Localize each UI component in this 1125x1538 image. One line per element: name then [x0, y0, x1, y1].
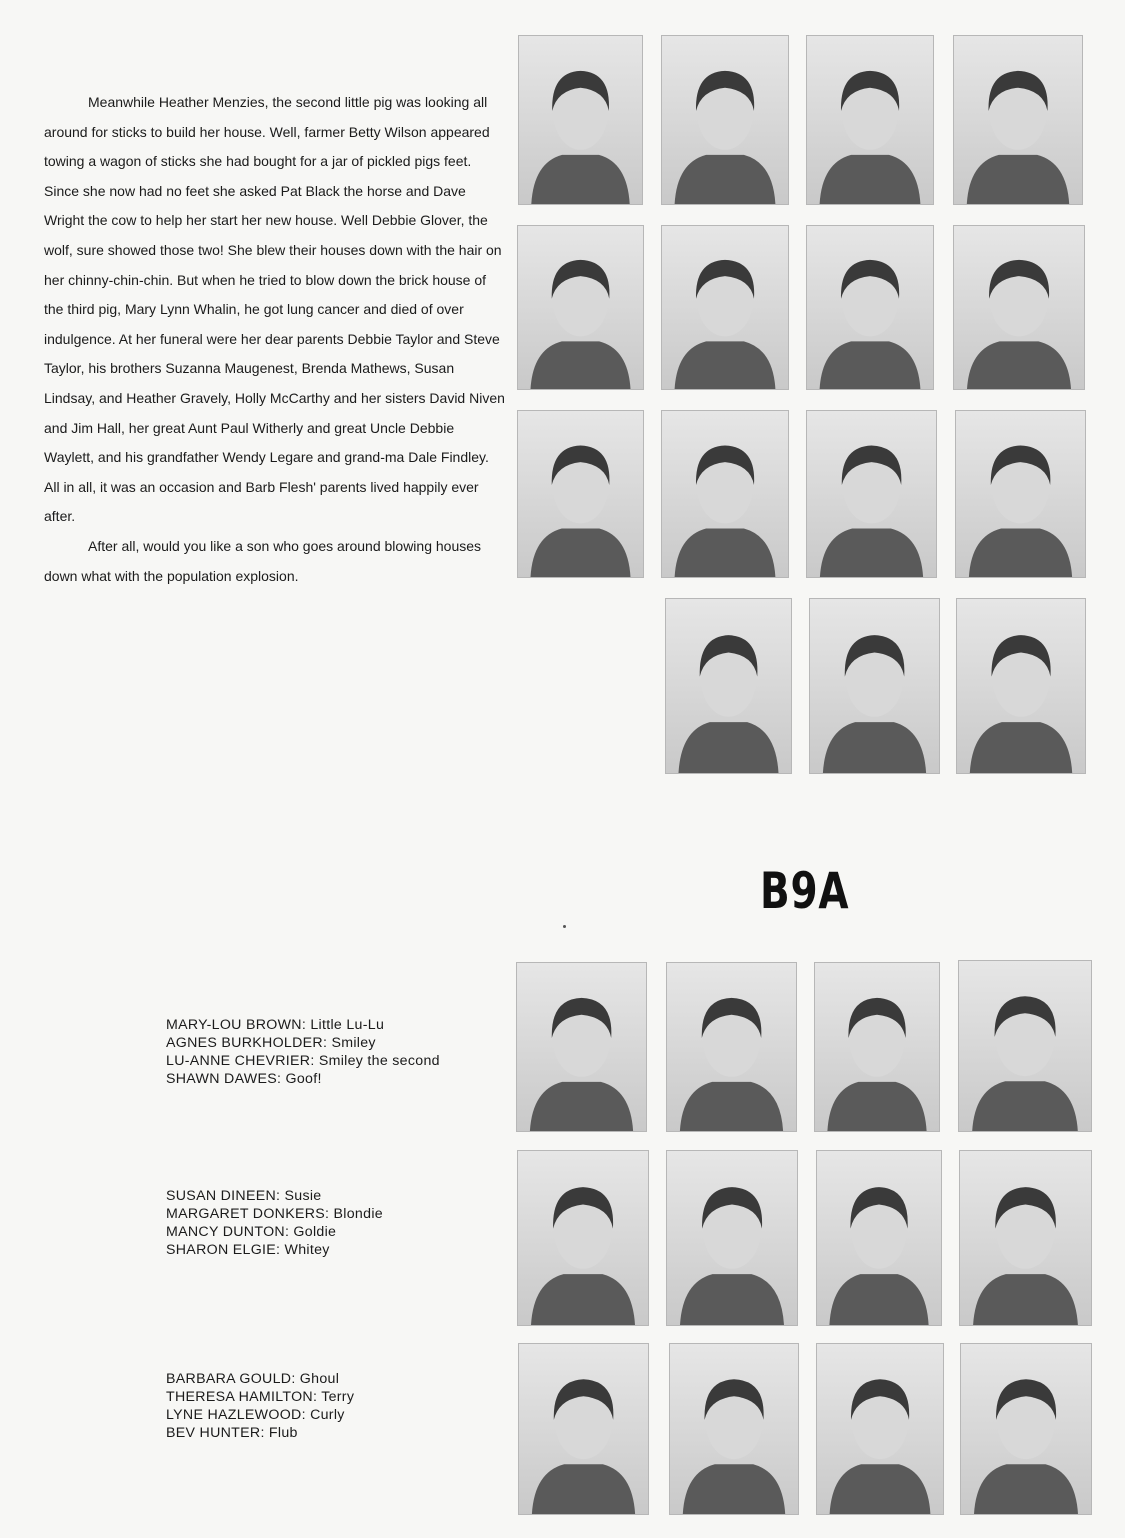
portrait-photo	[953, 225, 1085, 390]
portrait-photo	[518, 35, 643, 205]
caption-line: MANCY DUNTON: Goldie	[166, 1224, 337, 1240]
portrait-photo	[666, 962, 797, 1132]
caption-group-2	[166, 1187, 383, 1259]
caption-line: SHARON ELGIE: Whitey	[166, 1242, 330, 1258]
portrait-photo	[816, 1343, 944, 1515]
section-title: B9A	[760, 862, 850, 920]
portrait-photo	[517, 225, 644, 390]
portrait-photo	[517, 410, 644, 578]
portrait-photo	[661, 35, 789, 205]
caption-line: MARY-LOU BROWN: Little Lu-Lu	[166, 1017, 385, 1033]
portrait-photo	[669, 1343, 799, 1515]
portrait-photo	[953, 35, 1083, 205]
portrait-photo	[806, 35, 934, 205]
portrait-photo	[958, 960, 1092, 1132]
ink-speck	[563, 925, 566, 928]
portrait-photo	[666, 1150, 798, 1326]
caption-line: BEV HUNTER: Flub	[166, 1425, 298, 1441]
portrait-photo	[661, 225, 789, 390]
portrait-photo	[809, 598, 940, 774]
story-paragraph-2: After all, would you like a son who goes around blowing houses down what with the population explosion.	[44, 537, 482, 584]
caption-line: BARBARA GOULD: Ghoul	[166, 1371, 340, 1387]
portrait-photo	[665, 598, 792, 774]
portrait-photo	[816, 1150, 942, 1326]
caption-group-1	[166, 1016, 440, 1088]
caption-line: LYNE HAZLEWOOD: Curly	[166, 1407, 345, 1423]
caption-line: SUSAN DINEEN: Susie	[166, 1188, 322, 1204]
caption-line: SHAWN DAWES: Goof!	[166, 1071, 322, 1087]
portrait-photo	[661, 410, 789, 578]
portrait-photo	[806, 225, 934, 390]
portrait-photo	[814, 962, 940, 1132]
story-paragraph-1: Meanwhile Heather Menzies, the second little pig was looking all around for sticks to build her house. Well, farmer Betty Wilson appeared towing a wagon of sticks she had bought for a jar of pickled pigs feet. Since she now had no feet she asked Pat Black the horse and Dave Wright the cow to help her start her new house. Well Debbie Glover, the wolf, sure showed those two! She blew their houses down with the hair on her chinny-chin-chin. But when he tried to blow down the brick house of the third pig, Mary Lynn Whalin, he got lung cancer and died of over indulgence. At her funeral were her dear parents Debbie Taylor and Steve Taylor, his brothers Suzanna Maugenest, Brenda Mathews, Susan Lindsay, and Heather Gravely, Holly McCarthy and her sisters David Niven and Jim Hall, her great Aunt Paul Witherly and great Uncle Debbie Waylett, and his grandfather Wendy Legare and grand-ma Dale Findley. All in all, it was an occasion and Barb Flesh' parents lived happily ever after.	[44, 94, 505, 525]
caption-line: AGNES BURKHOLDER: Smiley	[166, 1035, 376, 1051]
caption-line: MARGARET DONKERS: Blondie	[166, 1206, 383, 1222]
portrait-photo	[518, 1343, 649, 1515]
caption-line: LU-ANNE CHEVRIER: Smiley the second	[166, 1053, 440, 1069]
portrait-photo	[956, 598, 1086, 774]
story-text	[44, 88, 506, 591]
portrait-photo	[517, 1150, 649, 1326]
caption-line: THERESA HAMILTON: Terry	[166, 1389, 355, 1405]
portrait-photo	[955, 410, 1086, 578]
caption-group-3	[166, 1370, 354, 1442]
portrait-photo	[516, 962, 647, 1132]
portrait-photo	[806, 410, 937, 578]
portrait-photo	[960, 1343, 1092, 1515]
portrait-photo	[959, 1150, 1092, 1326]
